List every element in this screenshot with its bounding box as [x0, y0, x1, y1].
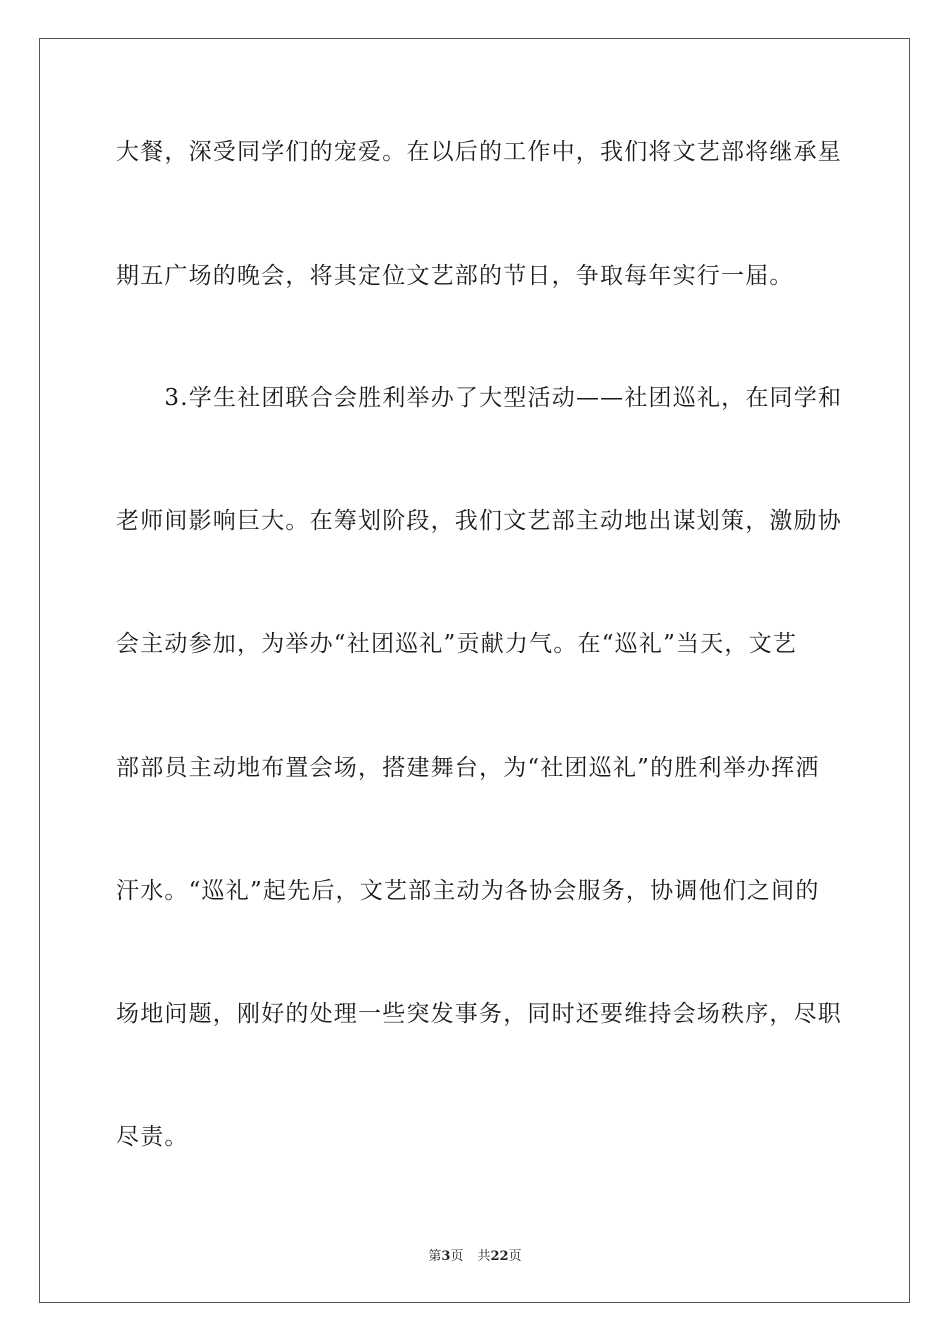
current-page-number: 3	[441, 1249, 451, 1264]
total-prefix: 共	[477, 1249, 491, 1264]
paragraph-line: 会主动参加，为举办“社团巡礼”贡献力气。在“巡礼”当天，文艺	[116, 631, 798, 657]
paragraph-line: 3.学生社团联合会胜利举办了大型活动——社团巡礼，在同学和	[116, 385, 843, 411]
paragraph-line: 老师间影响巨大。在筹划阶段，我们文艺部主动地出谋划策，激励协	[116, 508, 842, 534]
paragraph-line: 汗水。“巡礼”起先后，文艺部主动为各协会服务，协调他们之间的	[116, 878, 820, 904]
page-prefix: 第	[428, 1249, 442, 1264]
page-footer	[0, 1248, 950, 1266]
paragraph-line: 部部员主动地布置会场，搭建舞台，为“社团巡礼”的胜利举办挥洒	[116, 755, 820, 781]
paragraph-line: 大餐，深受同学们的宠爱。在以后的工作中，我们将文艺部将继承星	[116, 139, 842, 165]
page-suffix: 页	[450, 1249, 464, 1264]
page-border	[39, 38, 910, 1303]
paragraph-line: 场地问题，刚好的处理一些突发事务，同时还要维持会场秩序，尽职	[116, 1001, 842, 1027]
total-suffix: 页	[508, 1249, 522, 1264]
total-pages-number: 22	[490, 1249, 509, 1264]
paragraph-line: 尽责。	[116, 1124, 189, 1150]
paragraph-line: 期五广场的晚会，将其定位文艺部的节日，争取每年实行一届。	[116, 263, 794, 289]
